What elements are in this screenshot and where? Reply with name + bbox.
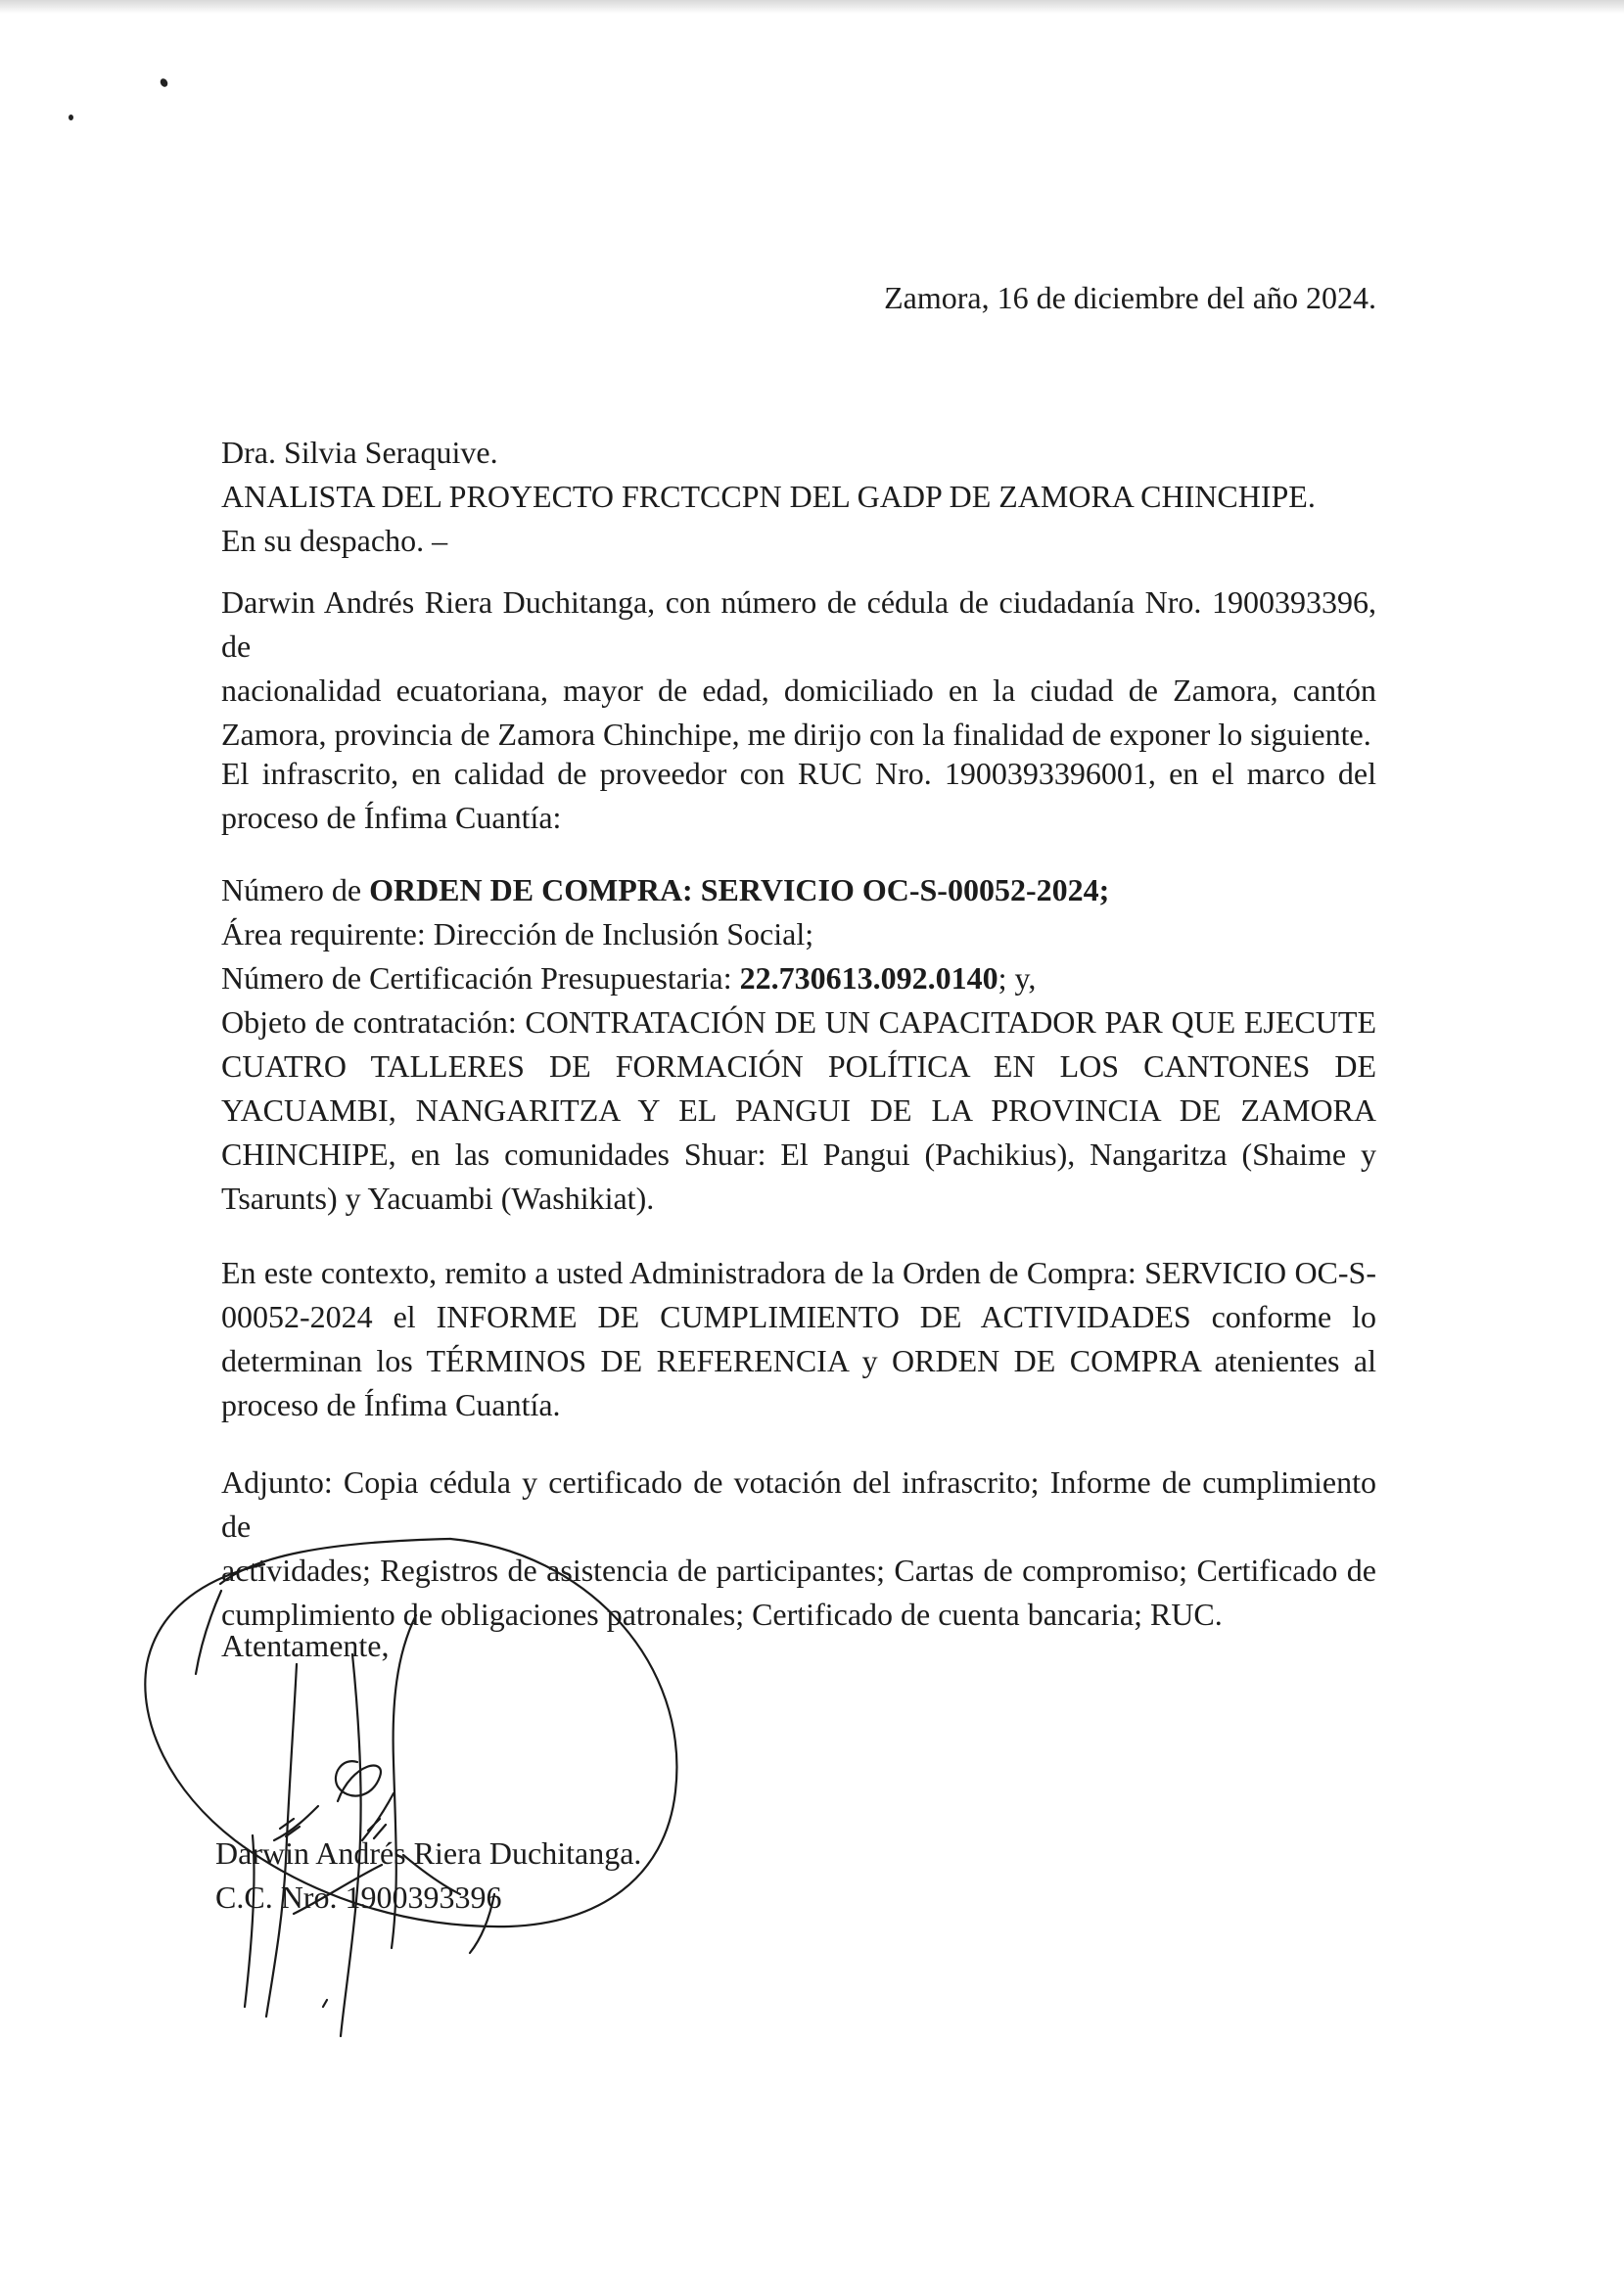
signature-tick (323, 2000, 327, 2007)
provider-paragraph (221, 752, 1376, 840)
order-number-value: ORDEN DE COMPRA: SERVICIO OC-S-00052-2024; (369, 872, 1110, 907)
contract-object (221, 1000, 1376, 1221)
intro-line: Darwin Andrés Riera Duchitanga, con número de cédula de ciudadanía Nro. 1900393396, de (221, 584, 1376, 664)
budget-certification-suffix: ; y, (998, 960, 1037, 996)
scan-speck (159, 77, 169, 88)
signoff-text: Atentamente, (221, 1628, 390, 1663)
contract-object-line: CHINCHIPE, en las comunidades Shuar: El Pangui (Pachikius), Nangaritza (Shaime y (221, 1137, 1376, 1172)
budget-certification-line (221, 956, 1376, 1000)
scan-speck (69, 115, 73, 120)
provider-line: proceso de Ínfima Cuantía: (221, 800, 562, 835)
order-number-line (221, 868, 1376, 912)
context-line: determinan los TÉRMINOS DE REFERENCIA y ORDEN DE COMPRA atenientes al (221, 1343, 1376, 1378)
signer-block (215, 1832, 1370, 1920)
context-line: 00052-2024 el INFORME DE CUMPLIMIENTO DE ACTIVIDADES conforme lo (221, 1299, 1376, 1334)
contract-object-line: YACUAMBI, NANGARITZA Y EL PANGUI DE LA PROVINCIA DE ZAMORA (221, 1092, 1376, 1128)
budget-certification-value: 22.730613.092.0140 (739, 960, 998, 996)
scan-top-edge (0, 0, 1624, 14)
order-number-label: Número de (221, 872, 370, 907)
letter-date: Zamora, 16 de diciembre del año 2024. (884, 280, 1376, 315)
signature-flourish (196, 1591, 221, 1674)
attachments-line: actividades; Registros de asistencia de participantes; Cartas de compromiso; Certificado de (221, 1553, 1376, 1588)
intro-line: nacionalidad ecuatoriana, mayor de edad, domiciliado en la ciudad de Zamora, cantón (221, 673, 1376, 708)
attachments-line: Adjunto: Copia cédula y certificado de votación del infrascrito; Informe de cumplimiento de (221, 1464, 1376, 1544)
signoff (221, 1624, 1376, 1668)
requiring-area-line: Área requirente: Dirección de Inclusión Social; (221, 916, 814, 951)
intro-paragraph (221, 580, 1376, 757)
contract-object-line: Tsarunts) y Yacuambi (Washikiat). (221, 1181, 655, 1216)
context-line: En este contexto, remito a usted Administradora de la Orden de Compra: SERVICIO OC-S- (221, 1255, 1376, 1290)
signer-name: Darwin Andrés Riera Duchitanga. (215, 1835, 642, 1871)
provider-line: El infrascrito, en calidad de proveedor con RUC Nro. 1900393396001, en el marco del (221, 756, 1376, 791)
recipient-name: Dra. Silvia Seraquive. (221, 435, 498, 470)
attachments-paragraph (221, 1461, 1376, 1637)
order-details (221, 868, 1376, 1000)
context-paragraph (221, 1251, 1376, 1427)
attachments-line: cumplimiento de obligaciones patronales; Certificado de cuenta bancaria; RUC. (221, 1597, 1223, 1632)
recipient-title: ANALISTA DEL PROYECTO FRCTCCPN DEL GADP DE ZAMORA CHINCHIPE. (221, 479, 1316, 514)
signature-flourish (336, 1761, 381, 1801)
recipient-closing: En su despacho. – (221, 523, 448, 558)
context-line: proceso de Ínfima Cuantía. (221, 1387, 561, 1422)
budget-certification-label: Número de Certificación Presupuestaria: (221, 960, 740, 996)
contract-object-line: CUATRO TALLERES DE FORMACIÓN POLÍTICA EN LOS CANTONES DE (221, 1048, 1376, 1084)
signer-id: C.C. Nro. 1900393396 (215, 1880, 502, 1915)
contract-object-line: Objeto de contratación: CONTRATACIÓN DE UN CAPACITADOR PAR QUE EJECUTE (221, 1004, 1376, 1040)
intro-line: Zamora, provincia de Zamora Chinchipe, me dirijo con la finalidad de exponer lo siguiente. (221, 717, 1371, 752)
recipient-block (221, 431, 1376, 563)
